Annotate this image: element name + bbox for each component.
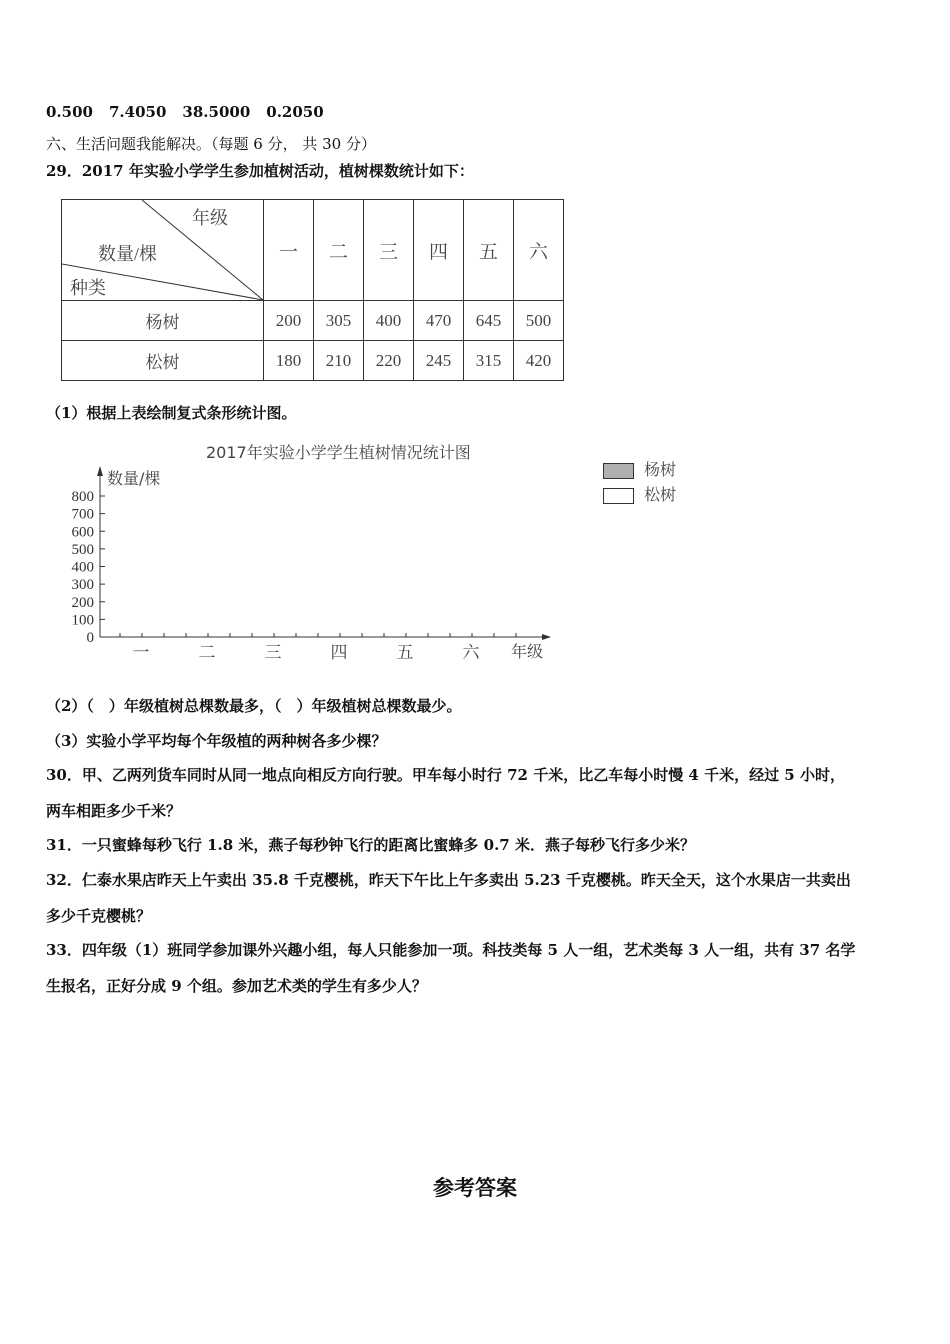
answers-title: 参考答案: [433, 1176, 517, 1200]
answer-value: 0.2050: [266, 103, 324, 121]
grade-header: 四: [414, 200, 464, 301]
tree-count-table: [61, 199, 564, 381]
header-kind-label: 种类: [70, 278, 106, 298]
table-cell: 315: [464, 341, 514, 381]
x-category-label: 三: [264, 643, 282, 663]
y-tick-label: 300: [71, 577, 94, 594]
q30-line1: 30．甲、乙两列货车同时从同一地点向相反方向行驶。甲车每小时行 72 千米，比乙车每小时慢 4 千米，经过 5 小时，: [46, 766, 845, 784]
y-tick-label: 100: [71, 612, 94, 629]
table-cell: 245: [414, 341, 464, 381]
table-cell: 220: [364, 341, 414, 381]
table-row: [62, 301, 564, 341]
y-tick-label: 400: [71, 559, 94, 576]
q30-line2: 两车相距多少千米？: [46, 802, 182, 820]
q33-line1: 33．四年级（1）班同学参加课外兴趣小组，每人只能参加一项。科技类每 5 人一组，艺术类每 3 人一组，共有 37 名学: [46, 941, 856, 959]
table-header-row: [62, 200, 564, 301]
grade-header: 二: [314, 200, 364, 301]
table-cell: 200: [264, 301, 314, 341]
table-cell: 210: [314, 341, 364, 381]
header-quantity-label: 数量/棵: [98, 244, 158, 264]
table-cell: 400: [364, 301, 414, 341]
y-axis-arrow: [97, 466, 103, 476]
table-cell: 420: [514, 341, 564, 381]
legend-label: 松树: [644, 485, 677, 504]
x-category-label: 六: [462, 643, 480, 663]
row-label: 松树: [62, 341, 264, 381]
legend-label: 杨树: [644, 460, 677, 479]
y-tick-label: 500: [71, 541, 94, 558]
header-grade-label: 年级: [192, 208, 228, 228]
q32-line2: 多少千克樱桃？: [46, 907, 152, 925]
table-cell: 180: [264, 341, 314, 381]
row-label: 杨树: [62, 301, 264, 341]
q29-stem: 29．2017 年实验小学学生参加植树活动，植树棵数统计如下：: [46, 162, 474, 180]
table-cell: 645: [464, 301, 514, 341]
table-cell: 500: [514, 301, 564, 341]
q33-line2: 生报名，正好分成 9 个组。参加艺术类的学生有多少人？: [46, 977, 427, 995]
y-tick-label: 0: [86, 630, 94, 646]
q29-part3: （3）实验小学平均每个年级植的两种树各多少棵？: [46, 732, 387, 750]
q29-part1: （1）根据上表绘制复式条形统计图。: [46, 404, 297, 422]
answer-value: 7.4050: [108, 103, 167, 121]
chart-title: 2017年实验小学学生植树情况统计图: [206, 443, 471, 462]
table-cell: 470: [414, 301, 464, 341]
answer-values-line: [46, 102, 340, 122]
grade-header: 一: [264, 200, 314, 301]
x-axis-label: 年级: [511, 642, 544, 661]
table-row: [62, 341, 564, 381]
answer-value: 38.5000: [182, 103, 251, 121]
grade-header: 三: [364, 200, 414, 301]
y-tick-label: 700: [71, 506, 94, 523]
q31: 31．一只蜜蜂每秒飞行 1.8 米，燕子每秒钟飞行的距离比蜜蜂多 0.7 米．燕子每秒飞行多少米？: [46, 836, 695, 854]
section-6-heading: 六、生活问题我能解决。（每题 6 分， 共 30 分）: [46, 135, 376, 153]
legend-swatch-pine: [603, 488, 634, 504]
q32-line1: 32．仁泰水果店昨天上午卖出 35.8 千克樱桃，昨天下午比上午多卖出 5.23 千克樱桃。昨天全天，这个水果店一共卖出: [46, 871, 851, 889]
legend-item-pine: [603, 482, 676, 505]
grade-header: 五: [464, 200, 514, 301]
x-category-label: 四: [330, 643, 348, 663]
x-category-label: 一: [132, 643, 150, 663]
grade-header: 六: [514, 200, 564, 301]
x-axis-arrow: [542, 634, 551, 640]
legend-swatch-poplar: [603, 463, 634, 479]
table-cell: 305: [314, 301, 364, 341]
legend-item-poplar: [603, 457, 676, 480]
y-tick-label: 800: [71, 489, 94, 505]
answer-value: 0.500: [46, 103, 93, 121]
diagonal-header-cell: [62, 200, 264, 301]
y-tick-label: 200: [71, 594, 94, 611]
x-category-label: 五: [396, 643, 414, 663]
x-category-label: 二: [198, 643, 216, 663]
y-axis-label: 数量/棵: [107, 469, 161, 488]
q29-part2: （2）（ ）年级植树总棵数最多，（ ）年级植树总棵数最少。: [46, 697, 462, 715]
bar-chart: [60, 460, 560, 670]
y-tick-label: 600: [71, 524, 94, 541]
